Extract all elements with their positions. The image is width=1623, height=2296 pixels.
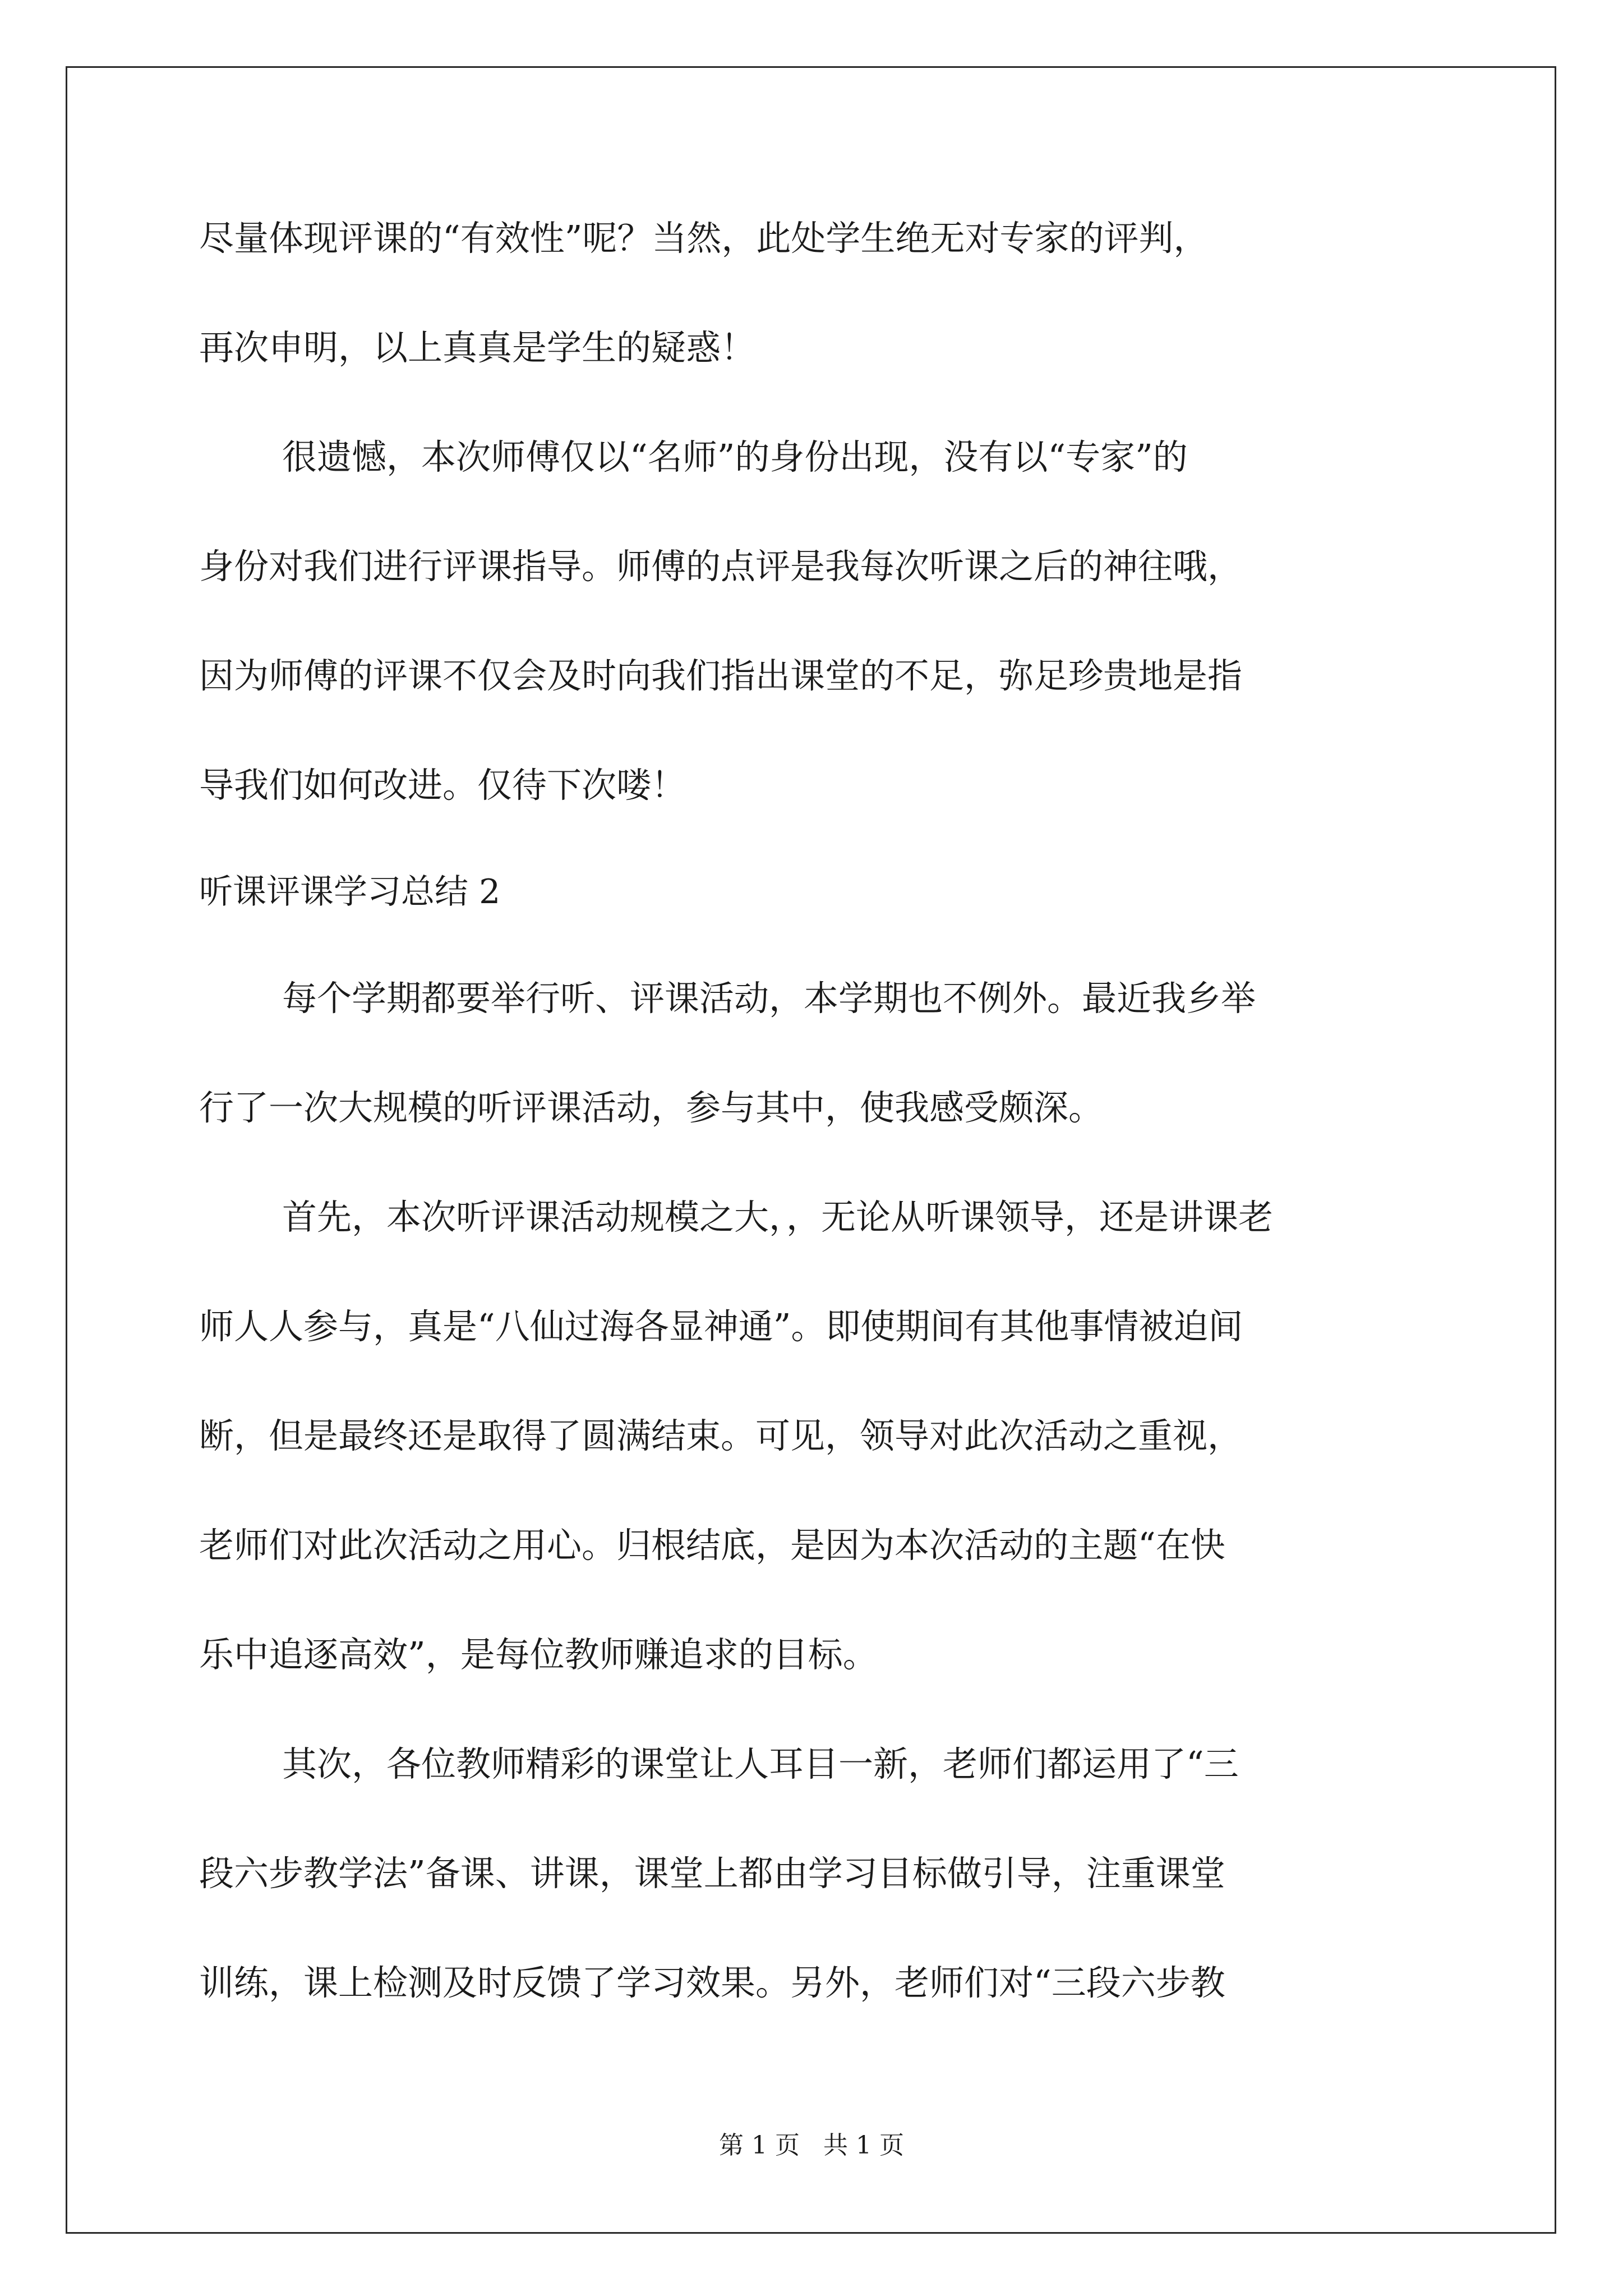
paragraph-start: 每个学期都要举行听、评课活动，本学期也不例外。最近我乡举 (282, 978, 1256, 1019)
body-line: 训练，课上检测及时反馈了学习效果。另外，老师们对“三段六步教 (199, 1962, 1225, 2003)
paragraph-start: 首先，本次听评课活动规模之大，，无论从听课领导，还是讲课老 (282, 1197, 1274, 1237)
paragraph-start: 其次，各位教师精彩的课堂让人耳目一新，老师们都运用了“三 (282, 1743, 1239, 1784)
body-line: 身份对我们进行评课指导。师傅的点评是我每次听课之后的神往哦， (199, 546, 1243, 587)
document-body (199, 213, 1427, 2008)
body-line: 师人人参与，真是“八仙过海各显神通”。即使期间有其他事情被迫间 (199, 1306, 1243, 1347)
body-line: 段六步教学法”备课、讲课，课堂上都由学习目标做引导，注重课堂 (199, 1853, 1225, 1894)
paragraph-start: 很遗憾，本次师傅仅以“名师”的身份出现，没有以“专家”的 (282, 436, 1188, 477)
body-line: 导我们如何改进。仅待下次喽！ (199, 765, 686, 806)
body-line: 断，但是最终还是取得了圆满结束。可见，领导对此次活动之重视， (199, 1415, 1243, 1456)
section-heading: 听课评课学习总结 2 (199, 872, 501, 912)
body-line: 尽量体现评课的“有效性”呢？当然，此处学生绝无对专家的评判， (199, 218, 1209, 259)
body-line: 行了一次大规模的听评课活动，参与其中，使我感受颇深。 (199, 1087, 1104, 1128)
body-line: 乐中追逐高效”，是每位教师赚追求的目标。 (199, 1634, 878, 1675)
body-line: 老师们对此次活动之用心。归根结底，是因为本次活动的主题“在快 (199, 1525, 1225, 1566)
body-line: 再次申明，以上真真是学生的疑惑！ (199, 327, 756, 368)
page-footer: 第 1 页 共 1 页 (719, 2131, 904, 2160)
body-line: 因为师傅的评课不仅会及时向我们指出课堂的不足，弥足珍贵地是指 (199, 655, 1243, 696)
